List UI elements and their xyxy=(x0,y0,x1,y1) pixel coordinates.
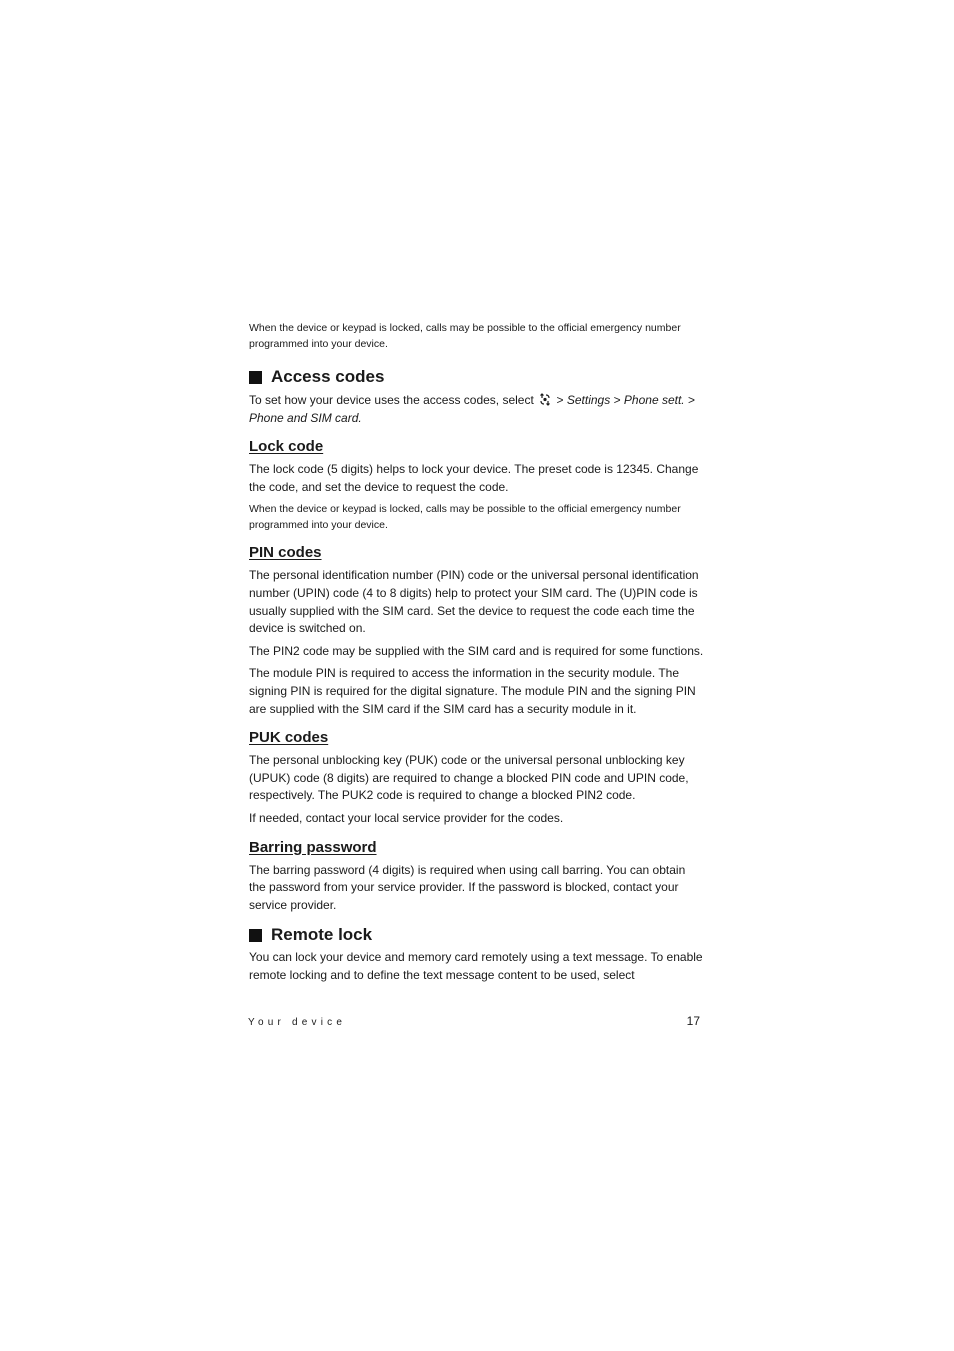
page-footer xyxy=(248,1014,703,1028)
path-separator: > xyxy=(687,393,695,407)
puk-codes-p2: If needed, contact your local service provider for the codes. xyxy=(249,810,564,825)
puk-codes-p1: The personal unblocking key (PUK) code or the universal personal unblocking key (UPUK) code (8 digits) are required to change a blocked PIN code and UPIN code, respectively. The PUK2 code is required to change a blocked PIN2 code. xyxy=(249,753,689,803)
pin-codes-p1: The personal identification number (PIN) code or the universal personal identification number (UPIN) code (4 to 8 digits) help to protect your SIM card. The (U)PIN code is usually supplied with the SIM card. Set the device to request the code each time the device is switched on. xyxy=(249,568,699,636)
path-separator: > xyxy=(556,393,564,407)
pin-codes-p2: The PIN2 code may be supplied with the SIM card and is required for some functions. xyxy=(249,643,704,658)
lock-code-text: The lock code (5 digits) helps to lock your device. The preset code is 12345. Change the code, and set the device to request the code. xyxy=(249,462,699,494)
remote-lock-title: Remote lock xyxy=(271,925,373,945)
lock-code-heading: Lock code xyxy=(249,438,324,456)
page-number: 17 xyxy=(686,1014,700,1028)
lock-code-note: When the device or keypad is locked, calls may be possible to the official emergency number programmed into your device. xyxy=(249,503,681,532)
barring-password-p1: The barring password (4 digits) is required when using call barring. You can obtain the password from your service provider. If the password is blocked, contact your service provider. xyxy=(249,862,686,912)
emergency-note: When the device or keypad is locked, calls may be possible to the official emergency number programmed into your device. xyxy=(249,322,681,350)
access-codes-intro-text: To set how your device uses the access codes, select xyxy=(249,393,534,407)
footer-section-title: Your device xyxy=(248,1017,347,1028)
heading-bullet-icon xyxy=(249,929,262,942)
heading-bullet-icon xyxy=(249,371,262,384)
pin-codes-heading: PIN codes xyxy=(249,544,322,562)
path-phone-sim: Phone and SIM card. xyxy=(249,410,362,425)
remote-lock-p1: You can lock your device and memory card remotely using a text message. To enable remote locking and to define the text message content to be used, select xyxy=(249,950,703,982)
menu-key-icon xyxy=(539,393,551,406)
path-phone-sett: Phone sett. xyxy=(623,393,685,407)
access-codes-intro xyxy=(249,392,704,427)
barring-password-heading: Barring password xyxy=(249,838,377,856)
path-separator: > xyxy=(613,393,621,407)
pin-codes-p3: The module PIN is required to access the information in the security module. The signing PIN is required for the digital signature. The module PIN and the signing PIN are supplied with the SIM card if the SIM card has a security module in it. xyxy=(249,666,696,716)
access-codes-heading xyxy=(249,367,704,387)
access-codes-title: Access codes xyxy=(271,367,385,386)
puk-codes-heading: PUK codes xyxy=(249,729,329,747)
remote-lock-heading xyxy=(249,925,704,945)
page-content xyxy=(249,320,704,984)
path-settings: Settings xyxy=(566,393,611,407)
